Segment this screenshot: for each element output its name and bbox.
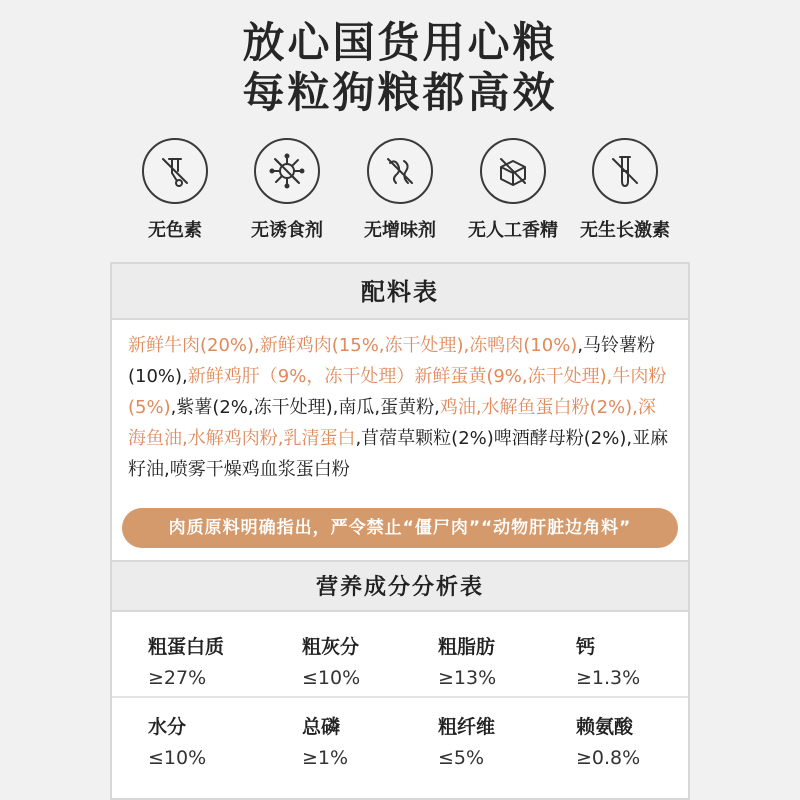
no-attractant-icon [254, 138, 320, 204]
no-flavor-enhancer-icon [367, 138, 433, 204]
nutrition-item [438, 712, 578, 769]
badge-label: 无生长激素 [580, 220, 670, 241]
nutrition-value: ≥13% [438, 667, 497, 689]
nutrition-item [302, 712, 442, 769]
nutrition-value: ≥1.3% [576, 667, 641, 689]
nutrition-item [576, 632, 716, 689]
nutrition-value: ≥1% [302, 747, 349, 769]
headline [0, 18, 800, 118]
badge-label: 无诱食剂 [251, 220, 323, 241]
badge-row [120, 138, 680, 248]
nutrition-value: ≤10% [302, 667, 361, 689]
badge-label: 无增味剂 [364, 220, 436, 241]
ingredients-card [110, 262, 690, 562]
headline-line-1: 放心国货用心粮 [242, 18, 558, 67]
ingredients-text [112, 320, 688, 485]
nutrition-name: 钙 [576, 636, 596, 658]
badge-no-color [120, 138, 230, 242]
badge-no-growth-hormone [570, 138, 680, 242]
no-color-icon [142, 138, 208, 204]
nutrition-name: 粗脂肪 [438, 636, 496, 658]
nutrition-item [302, 632, 442, 689]
ingredient-segment: ,苜蓿草颗粒(2%)啤酒酵母粉(2%),亚麻籽油,喷雾干燥鸡血浆蛋白粉 [128, 428, 669, 480]
headline-line-2: 每粒狗粮都高效 [242, 68, 558, 117]
ingredient-segment: ,马铃薯粉(10%), [128, 335, 656, 387]
nutrition-grid [112, 612, 688, 800]
ingredient-segment: ,紫薯(2%,冻干处理),南瓜,蛋黄粉, [170, 397, 440, 418]
ingredients-title: 配料表 [112, 264, 688, 320]
meat-source-notice: 肉质原料明确指出，严令禁止“僵尸肉”“动物肝脏边角料” [122, 508, 678, 548]
nutrition-card [110, 560, 690, 800]
badge-no-artificial-flavor [458, 138, 568, 242]
nutrition-item [148, 712, 288, 769]
nutrition-value: ≥27% [148, 667, 207, 689]
nutrition-item [438, 632, 578, 689]
nutrition-item [148, 632, 288, 689]
ingredient-segment: 新鲜鸡肝（9%，冻干处理）新鲜蛋黄(9%,冻干处理),牛肉粉(5%) [128, 366, 667, 418]
nutrition-title: 营养成分分析表 [112, 560, 688, 612]
nutrition-value: ≤10% [148, 747, 207, 769]
nutrition-name: 粗蛋白质 [148, 636, 225, 658]
nutrition-divider [112, 696, 688, 698]
nutrition-item [576, 712, 716, 769]
badge-no-attractant [232, 138, 342, 242]
badge-label: 无人工香精 [468, 220, 558, 241]
nutrition-value: ≥0.8% [576, 747, 641, 769]
ingredient-segment: 新鲜牛肉(20%),新鲜鸡肉(15%,冻干处理),冻鸭肉(10%) [128, 335, 578, 356]
nutrition-name: 赖氨酸 [576, 716, 634, 738]
nutrition-name: 总磷 [302, 716, 341, 738]
ingredient-segment: 鸡油,水解鱼蛋白粉(2%),深海鱼油,水解鸡肉粉,乳清蛋白 [128, 397, 656, 449]
badge-no-flavor-enhancer [345, 138, 455, 242]
nutrition-value: ≤5% [438, 747, 485, 769]
nutrition-name: 水分 [148, 716, 187, 738]
no-growth-hormone-icon [592, 138, 658, 204]
nutrition-name: 粗灰分 [302, 636, 360, 658]
badge-label: 无色素 [148, 220, 202, 241]
no-artificial-flavor-icon [480, 138, 546, 204]
nutrition-name: 粗纤维 [438, 716, 496, 738]
